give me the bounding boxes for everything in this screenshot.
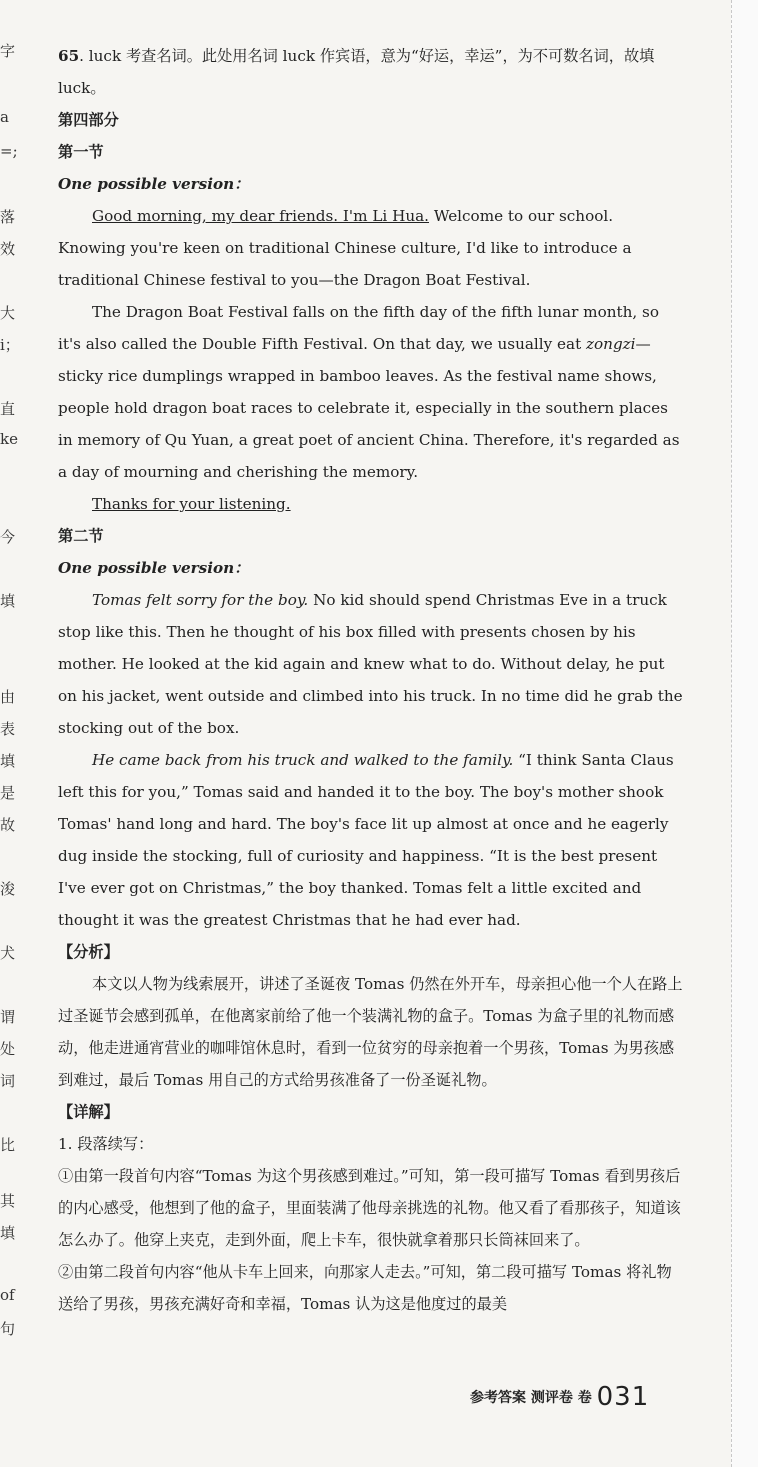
- sec1-paragraph-3: [58, 488, 684, 520]
- binding-edge: [731, 0, 758, 1467]
- sec2-paragraph-2: He came back from his truck and walked to the family. “I think Santa Claus left this for you,” Tomas said and handed it to the boy. The boy's mother shook Tomas' hand long and hard. The boy's face lit up almost at once and he eagerly dug inside the stocking, full of curiosity and happiness. “It is the best present I've ever got on Christmas,” the boy thanked. Tomas felt a little excited and thought it was the greatest Christmas that he had ever had.: [58, 751, 674, 929]
- margin-fragment: 比: [0, 1136, 16, 1154]
- part4-title: 第四部分: [58, 111, 119, 129]
- margin-fragment: a: [0, 108, 9, 126]
- analysis-label: 【分析】: [58, 943, 119, 961]
- detail-item-3: ②由第二段首句内容“他从卡车上回来，向那家人走去。”可知，第二段可描写 Tomas 将礼物送给了男孩，男孩充满好奇和幸福，Tomas 认为这是他度过的最美: [58, 1263, 672, 1313]
- q65-number: 65: [58, 47, 80, 65]
- detail-item-1: 1. 段落续写：: [58, 1135, 154, 1153]
- margin-fragment: 浚: [0, 880, 16, 898]
- margin-fragment: 犬: [0, 944, 16, 962]
- margin-fragment: 直: [0, 400, 16, 418]
- margin-fragment: 其: [0, 1192, 16, 1210]
- margin-fragment: 填: [0, 752, 16, 770]
- margin-fragment: 效: [0, 240, 16, 258]
- margin-fragment: 表: [0, 720, 16, 738]
- answer-content: [58, 40, 684, 1320]
- sec1-greeting: Good morning, my dear friends. I'm Li Hua.: [92, 207, 429, 225]
- margin-fragment: 句: [0, 1320, 16, 1338]
- margin-fragment: ke: [0, 430, 18, 448]
- sec2-paragraph-1: Tomas felt sorry for the boy. No kid should spend Christmas Eve in a truck stop like this. Then he thought of his box filled with presents chosen by his mother. He looked at the kid again and knew what to do. Without delay, he put on his jacket, went outside and climbed into his truck. In no time did he grab the stocking out of the box.: [58, 591, 683, 737]
- margin-fragment: 填: [0, 1224, 16, 1242]
- margin-fragment: 故: [0, 816, 16, 834]
- margin-fragment: 由: [0, 688, 16, 706]
- margin-fragment: 是: [0, 784, 16, 802]
- sec1-version-label: One possible version：: [58, 175, 250, 193]
- sec1-paragraph-2: The Dragon Boat Festival falls on the fifth day of the fifth lunar month, so it's also called the Double Fifth Festival. On that day, we usually eat zongzi—sticky rice dumplings wrapped in bamboo leaves. As the festival name shows, people hold dragon boat races to celebrate it, especially in the southern places in memory of Qu Yuan, a great poet of ancient China. Therefore, it's regarded as a day of mourning and cherishing the memory.: [58, 303, 680, 481]
- margin-fragment: 今: [0, 528, 16, 546]
- sec1-paragraph-1: Good morning, my dear friends. I'm Li Hua. Welcome to our school. Knowing you're keen on traditional Chinese culture, I'd like to introduce a traditional Chinese festival to you—the Dragon Boat Festival.: [58, 207, 632, 289]
- sec2-title: 第二节: [58, 527, 104, 545]
- sec1-title: 第一节: [58, 143, 104, 161]
- margin-fragment: i；: [0, 336, 20, 354]
- detail-item-2: ①由第一段首句内容“Tomas 为这个男孩感到难过。”可知，第一段可描写 Tomas 看到男孩后的内心感受，他想到了他的盒子，里面装满了他母亲挑选的礼物。他又看了看那孩子，知道该怎么办了。他穿上夹克，走到外面，爬上卡车，很快就拿着那只长筒袜回来了。: [58, 1167, 681, 1249]
- sec1-closing: Thanks for your listening.: [92, 495, 291, 513]
- analysis-text: 本文以人物为线索展开，讲述了圣诞夜 Tomas 仍然在外开车，母亲担心他一个人在路上过圣诞节会感到孤单，在他离家前给了他一个装满礼物的盒子。Tomas 为盒子里的礼物而感动，他走进通宵营业的咖啡馆休息时，看到一位贫穷的母亲抱着一个男孩，Tomas 为男孩感到难过，最后 Tomas 用自己的方式给男孩准备了一份圣诞礼物。: [58, 975, 683, 1089]
- footer-label: 参考答案 测评卷 卷: [470, 1390, 592, 1406]
- margin-fragment: 填: [0, 592, 16, 610]
- sec2-version-label: One possible version：: [58, 559, 250, 577]
- margin-fragment: 处: [0, 1040, 16, 1058]
- left-gutter-fragments: [0, 0, 22, 1467]
- margin-fragment: 词: [0, 1072, 16, 1090]
- page-footer: [470, 1382, 649, 1412]
- detail-label: 【详解】: [58, 1103, 119, 1121]
- margin-fragment: 落: [0, 208, 16, 226]
- margin-fragment: of: [0, 1286, 15, 1304]
- margin-fragment: 谓: [0, 1008, 16, 1026]
- q65-paragraph: [58, 40, 684, 104]
- page-number: 031: [596, 1382, 650, 1412]
- q65-text: . luck 考查名词。此处用名词 luck 作宾语，意为“好运，幸运”，为不可数名词，故填 luck。: [58, 47, 655, 97]
- margin-fragment: 大: [0, 304, 16, 322]
- margin-fragment: 字: [0, 42, 16, 60]
- margin-fragment: =;: [0, 142, 18, 160]
